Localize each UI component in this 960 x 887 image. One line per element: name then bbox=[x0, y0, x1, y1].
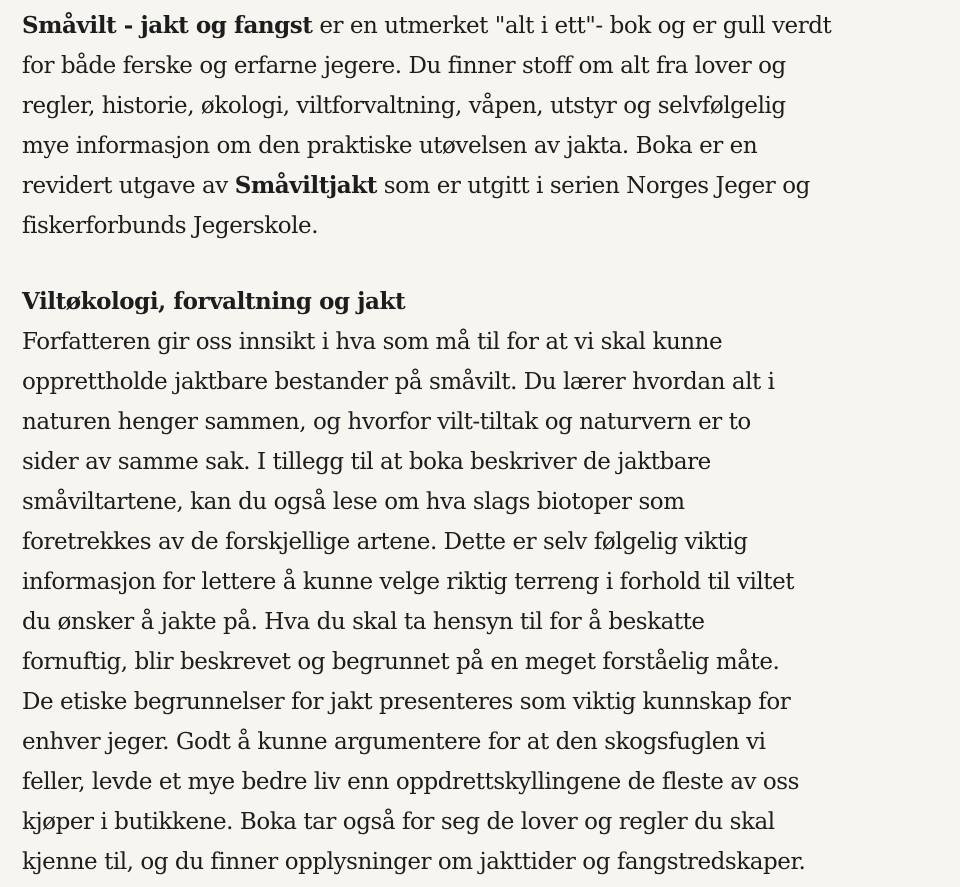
intro-text: revidert utgave av bbox=[22, 173, 235, 199]
body-line: foretrekkes av de forskjellige artene. Dette er selv følgelig viktig bbox=[22, 529, 748, 555]
intro-line-1 bbox=[22, 6, 831, 46]
body-line: enhver jeger. Godt å kunne argumentere for at den skogsfuglen vi bbox=[22, 729, 766, 755]
body-line: De etiske begrunnelser for jakt presenteres som viktig kunnskap for bbox=[22, 689, 791, 715]
body-line: kjenne til, og du finner opplysninger om jakttider og fangstredskaper. bbox=[22, 849, 806, 875]
section-heading: Viltøkologi, forvaltning og jakt bbox=[22, 288, 406, 315]
body-line: naturen henger sammen, og hvorfor vilt-tiltak og naturvern er to bbox=[22, 409, 751, 435]
intro-line-5 bbox=[22, 166, 810, 206]
body-line: Forfatteren gir oss innsikt i hva som må til for at vi skal kunne bbox=[22, 329, 723, 355]
body-line: du ønsker å jakte på. Hva du skal ta hensyn til for å beskatte bbox=[22, 609, 705, 635]
body-line: sider av samme sak. I tillegg til at boka beskriver de jaktbare bbox=[22, 449, 711, 475]
intro-line-6: fiskerforbunds Jegerskole. bbox=[22, 213, 319, 239]
intro-line-4: mye informasjon om den praktiske utøvelsen av jakta. Boka er en bbox=[22, 133, 758, 159]
intro-line-3: regler, historie, økologi, viltforvaltning, våpen, utstyr og selvfølgelig bbox=[22, 93, 786, 119]
body-line: informasjon for lettere å kunne velge riktig terreng i forhold til viltet bbox=[22, 569, 795, 595]
body-line: opprettholde jaktbare bestander på småvilt. Du lærer hvordan alt i bbox=[22, 369, 775, 395]
book-title: Småvilt - jakt og fangst bbox=[22, 12, 313, 39]
body-line: kjøper i butikkene. Boka tar også for seg de lover og regler du skal bbox=[22, 809, 775, 835]
previous-title: Småviltjakt bbox=[234, 172, 377, 199]
body-line: fornuftig, blir beskrevet og begrunnet på en meget forståelig måte. bbox=[22, 649, 780, 675]
intro-text: som er utgitt i serien Norges Jeger og bbox=[376, 173, 810, 199]
intro-text: er en utmerket "alt i ett"- bok og er gull verdt bbox=[312, 13, 832, 39]
body-line: småviltartene, kan du også lese om hva slags biotoper som bbox=[22, 489, 685, 515]
body-line: feller, levde et mye bedre liv enn oppdrettskyllingene de fleste av oss bbox=[22, 769, 799, 795]
intro-line-2: for både ferske og erfarne jegere. Du finner stoff om alt fra lover og bbox=[22, 53, 786, 79]
